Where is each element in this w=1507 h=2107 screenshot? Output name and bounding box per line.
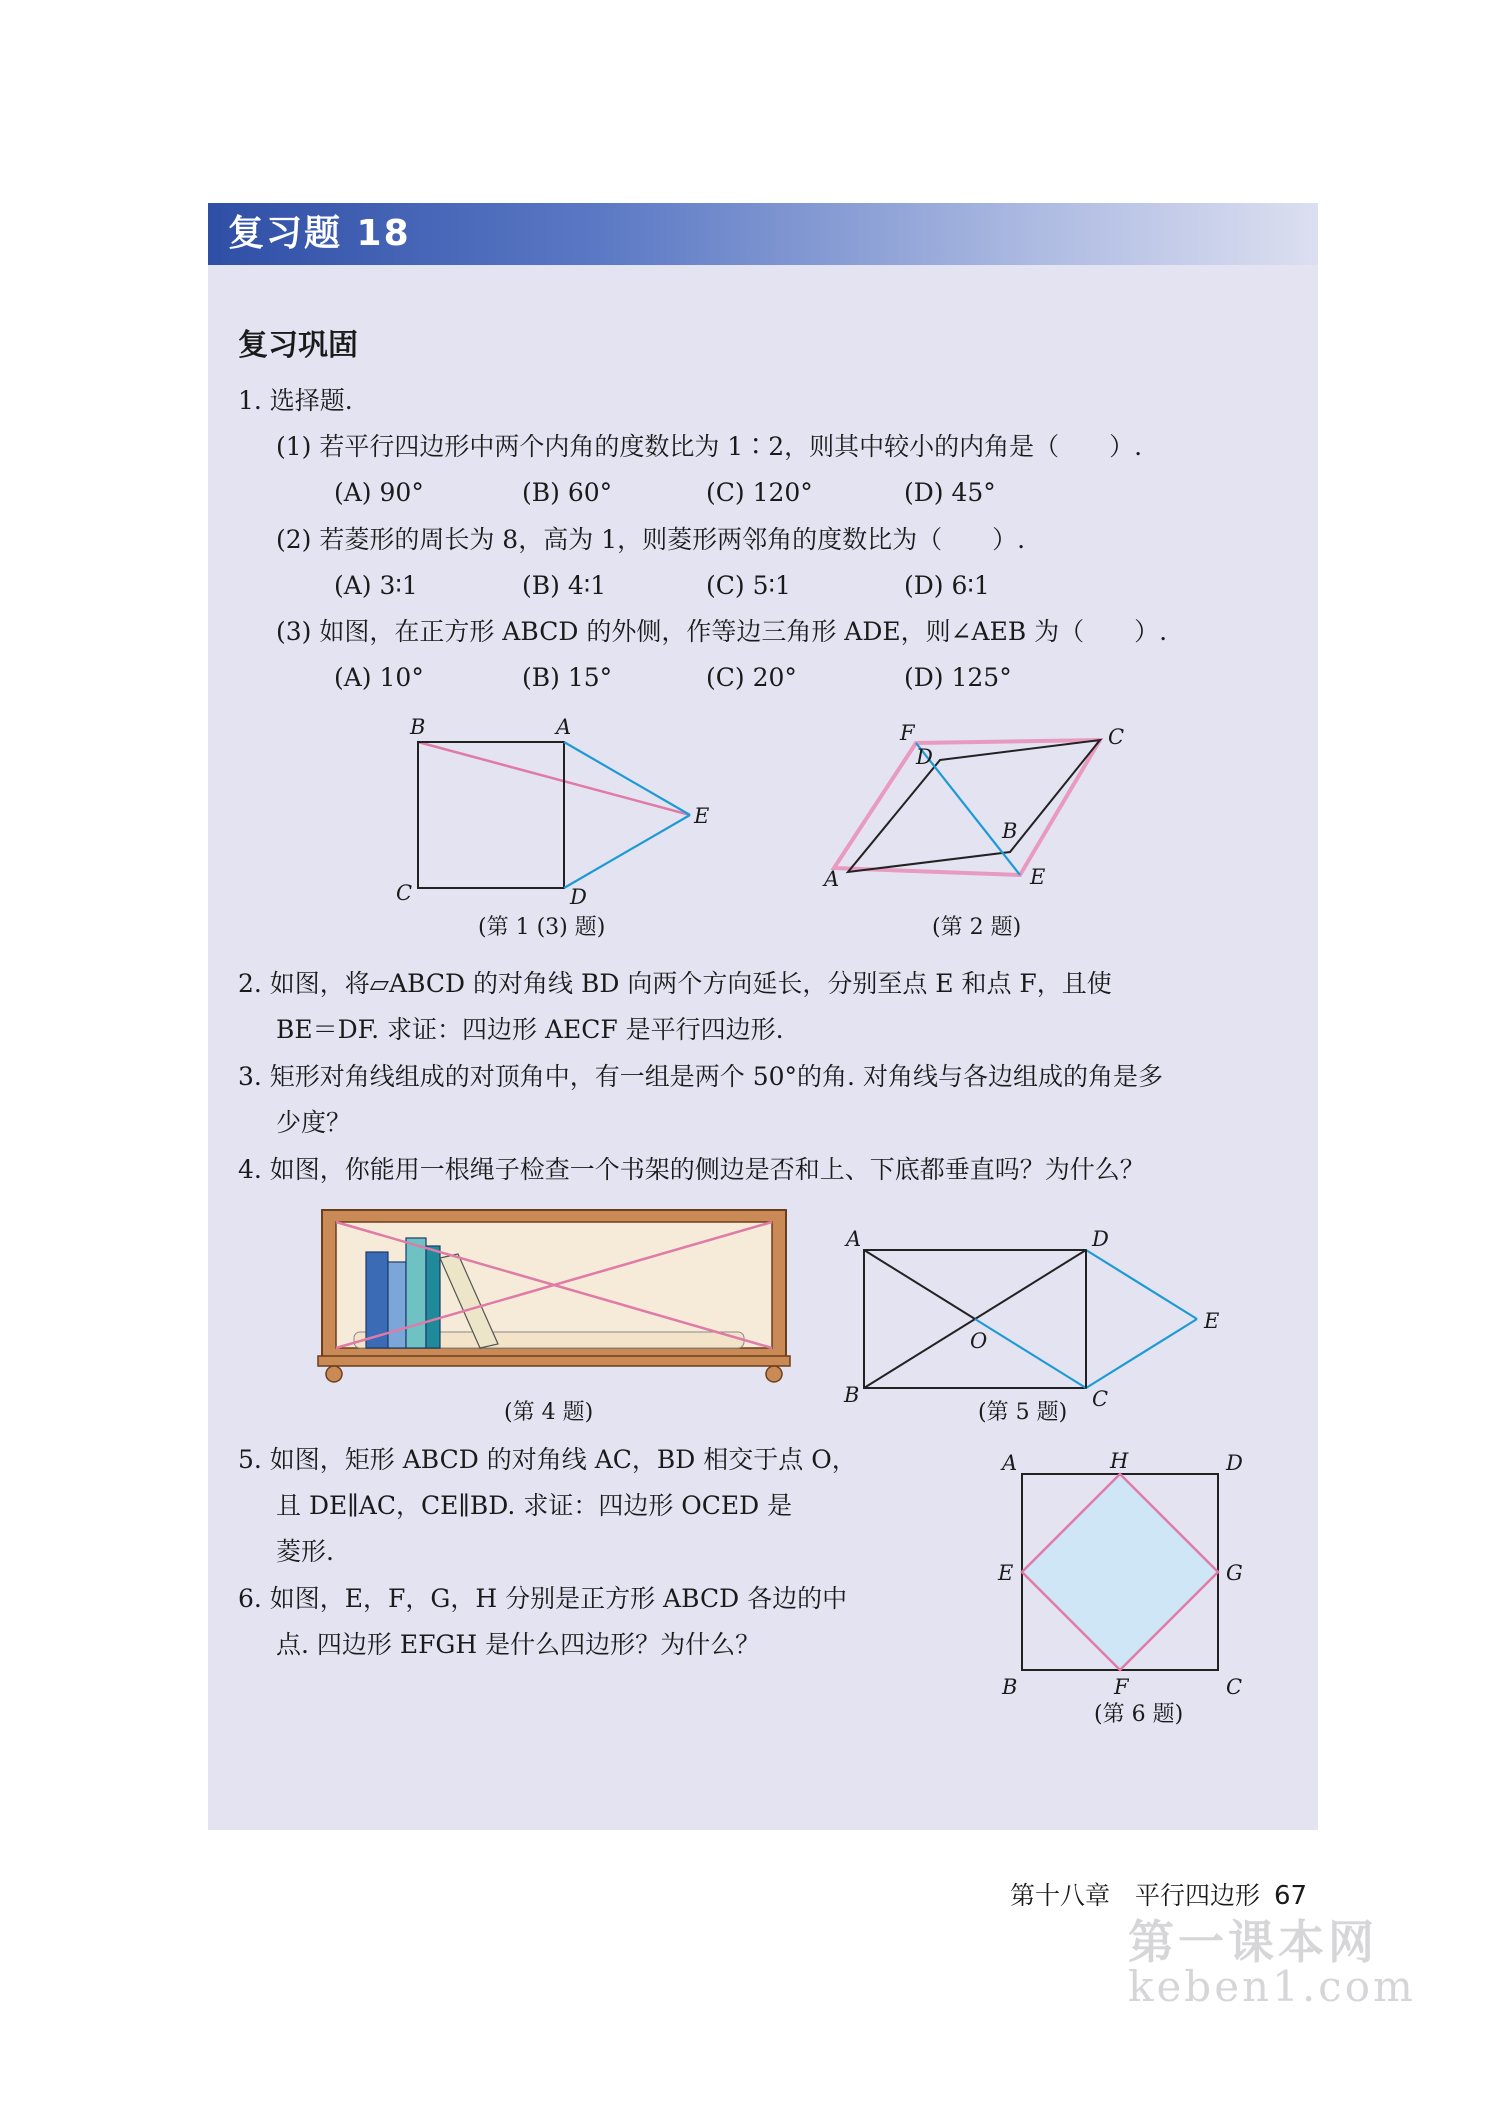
label-f: F [900, 721, 915, 745]
q2-line1: 2. 如图，将▱ABCD 的对角线 BD 向两个方向延长，分别至点 E 和点 F，且使 [238, 969, 1112, 998]
label-b: B [1002, 1675, 1018, 1699]
shelf-base [318, 1356, 790, 1366]
figure-rectangle-rhombus [830, 1222, 1230, 1412]
chapter-title: 第十八章 平行四边形 [1010, 1881, 1261, 1910]
label-e: E [998, 1561, 1014, 1585]
label-b: B [410, 715, 426, 739]
segment-ao [864, 1250, 975, 1319]
shelf-foot-right [766, 1366, 782, 1382]
q1-p2-option-b: (B) 4∶1 [522, 571, 607, 600]
q5-line3: 菱形. [276, 1537, 334, 1566]
label-a: A [824, 867, 840, 891]
q5-line1: 5. 如图，矩形 ABCD 的对角线 AC，BD 相交于点 O， [238, 1445, 857, 1474]
q1-p3-option-d: (D) 125° [904, 663, 1012, 692]
quadrilateral-efgh [1022, 1474, 1218, 1670]
label-c: C [1092, 1387, 1109, 1411]
caption-figure-4: (第 4 题) [504, 1400, 594, 1425]
q1-p1-option-c: (C) 120° [706, 478, 813, 507]
q4-line1: 4. 如图，你能用一根绳子检查一个书架的侧边是否和上、下底都垂直吗？为什么？ [238, 1155, 1145, 1184]
label-c: C [1108, 725, 1125, 749]
label-h: H [1110, 1449, 1129, 1473]
label-c: C [1226, 1675, 1243, 1699]
label-d: D [1226, 1451, 1243, 1475]
shelf-foot-left [326, 1366, 342, 1382]
segment-ae [564, 742, 690, 815]
label-c: C [396, 881, 413, 905]
caption-figure-2: (第 2 题) [932, 915, 1022, 940]
label-o: O [970, 1329, 988, 1353]
label-f: F [1114, 1675, 1129, 1699]
q1-p3-option-c: (C) 20° [706, 663, 797, 692]
square-abcd [418, 742, 564, 888]
q1-p2-option-d: (D) 6∶1 [904, 571, 990, 600]
label-d: D [1092, 1227, 1109, 1251]
label-d: D [916, 745, 933, 769]
label-e: E [1204, 1309, 1220, 1333]
q1-p1-option-b: (B) 60° [522, 478, 613, 507]
label-a: A [1002, 1451, 1018, 1475]
label-b: B [844, 1383, 860, 1407]
caption-figure-1-3: (第 1 (3) 题) [478, 915, 606, 940]
caption-figure-5: (第 5 题) [978, 1400, 1068, 1425]
segment-be [418, 742, 690, 815]
segment-de [1086, 1250, 1197, 1319]
figure-bookshelf [318, 1206, 798, 1396]
watermark-title: 第一课本网 [1128, 1915, 1378, 1969]
page-number: 67 [1274, 1881, 1308, 1911]
figure-square-midpoints [990, 1440, 1260, 1700]
q1-p3-option-a: (A) 10° [334, 663, 424, 692]
segment-oc [975, 1319, 1086, 1388]
q1-p1-option-d: (D) 45° [904, 478, 996, 507]
label-b: B [1002, 819, 1018, 843]
q1-p3-option-b: (B) 15° [522, 663, 613, 692]
label-e: E [1030, 865, 1046, 889]
caption-figure-6: (第 6 题) [1094, 1702, 1184, 1727]
section-title: 复习巩固 [238, 328, 358, 363]
q1-stem: 1. 选择题. [238, 386, 353, 415]
q5-line2: 且 DE∥AC，CE∥BD. 求证：四边形 OCED 是 [276, 1491, 793, 1520]
q1-part3: (3) 如图，在正方形 ABCD 的外侧，作等边三角形 ADE，则∠AEB 为（ ）. [276, 617, 1168, 646]
label-g: G [1226, 1561, 1243, 1585]
segment-ce [1086, 1319, 1197, 1388]
q1-p2-option-c: (C) 5∶1 [706, 571, 791, 600]
q1-p1-option-a: (A) 90° [334, 478, 424, 507]
label-a: A [846, 1227, 862, 1251]
label-d: D [570, 885, 587, 909]
segment-de [564, 815, 690, 888]
q6-line2: 点. 四边形 EFGH 是什么四边形？为什么？ [276, 1630, 761, 1659]
book-2 [388, 1262, 406, 1348]
figure-square-triangle [390, 710, 730, 910]
q1-p2-option-a: (A) 3∶1 [334, 571, 418, 600]
label-a: A [556, 715, 572, 739]
figure-parallelogram [820, 720, 1140, 910]
book-3 [406, 1238, 426, 1348]
q1-part2: (2) 若菱形的周长为 8，高为 1，则菱形两邻角的度数比为（ ）. [276, 525, 1026, 554]
q1-part1: (1) 若平行四边形中两个内角的度数比为 1∶2，则其中较小的内角是（ ）. [276, 432, 1143, 461]
q3-line1: 3. 矩形对角线组成的对顶角中，有一组是两个 50°的角. 对角线与各边组成的角是多 [238, 1062, 1163, 1091]
q2-line2: BE＝DF. 求证：四边形 AECF 是平行四边形. [276, 1015, 784, 1044]
book-4 [426, 1246, 440, 1348]
label-e: E [694, 804, 710, 828]
page-title: 复习题 18 [228, 213, 411, 254]
q6-line1: 6. 如图，E，F，G，H 分别是正方形 ABCD 各边的中 [238, 1584, 848, 1613]
watermark-url: keben1.com [1128, 1962, 1416, 2011]
q3-line2: 少度？ [276, 1108, 352, 1137]
